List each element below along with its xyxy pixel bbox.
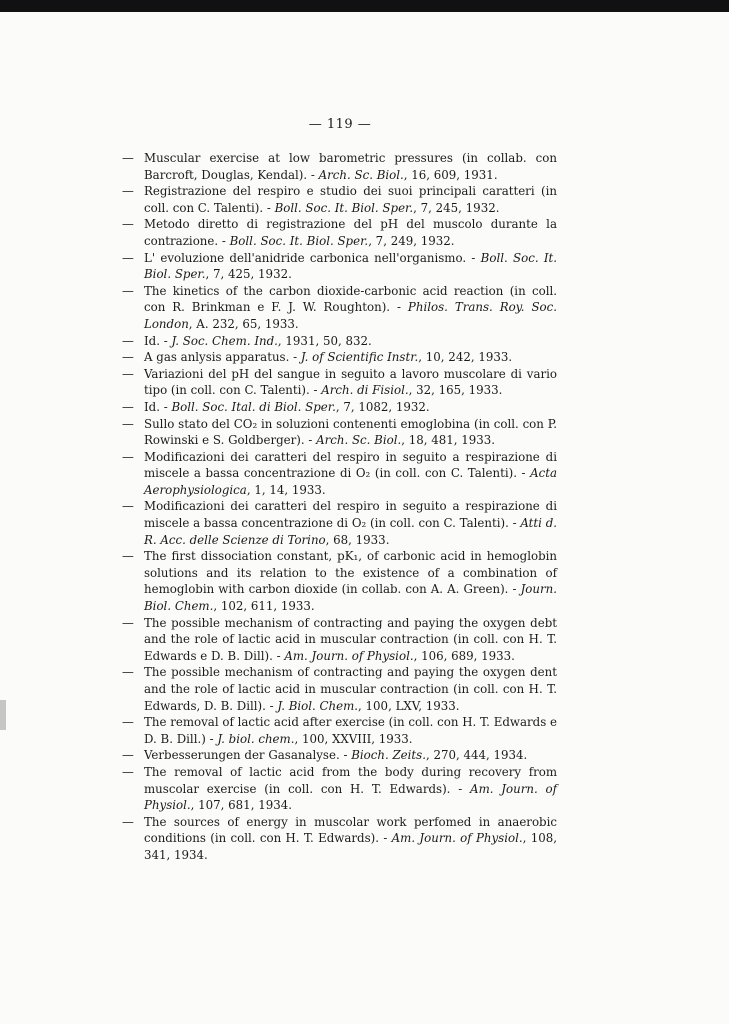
bibliography-entry: — The removal of lactic acid after exercise (in coll. con H. T. Edwards e D. B. Dill.) - J. biol. chem., 100, XXVIII, 1933. [122,715,557,746]
entry-journal: Am. Journ. of Physiol. [284,648,414,663]
entry-journal: Philos. Trans. Roy. Soc. London [144,300,557,331]
entry-journal: J. of Scientific Instr. [300,350,419,365]
entry-text: Id. - [144,333,172,348]
entry-volume: , 100, XXVIII, 1933. [294,731,413,746]
bibliography-entry: — Modificazioni dei caratteri del respiro in seguito a respirazione di miscele a bassa concentrazione di O₂ (in coll. con C. Talenti). - Atti d. R. Acc. delle Scienze di Torino, 68, 1933. [122,499,558,547]
entry-journal: Arch. Sc. Biol. [318,167,404,182]
entry-text: L' evoluzione dell'anidride carbonica nell'organismo. - [144,250,481,265]
bibliography-entry: — Metodo diretto di registrazione del pH del muscolo durante la contrazione. - Boll. Soc. It. Biol. Sper., 7, 249, 1932. [122,217,557,248]
bibliography-entry: — A gas anlysis apparatus. - J. of Scientific Instr., 10, 242, 1933. [122,350,513,365]
entry-volume: , 10, 242, 1933. [418,350,513,365]
bibliography-entry: — L' evoluzione dell'anidride carbonica nell'organismo. - Boll. Soc. It. Biol. Sper., 7, 425, 1932. [122,250,557,282]
bibliography-entry: — Modificazioni dei caratteri del respiro in seguito a respirazione di miscele a bassa concentrazione di O₂ (in coll. con C. Talenti). - Acta Aerophysiologica, 1, 14, 1933. [122,449,557,497]
entry-volume: , A. 232, 65, 1933. [188,316,299,331]
entry-volume: , 1, 14, 1933. [246,482,326,497]
entry-text: Id. - [144,399,172,414]
entry-text: Modificazioni dei caratteri del respiro in seguito a respirazione di miscele a bassa concentrazione di O₂ (in coll. con C. Talenti). - [144,449,557,481]
entry-volume: , 1931, 50, 832. [277,333,372,348]
entry-text: The possible mechanism of contracting and paying the oxygen debt and the role of lactic acid in muscular contraction (in coll. con H. T. Edwards e D. B. Dill). - [144,615,557,663]
entry-text: The removal of lactic acid from the body during recovery from muscolar exercise (in coll. con H. T. Edwards). - [144,764,557,796]
scan-edge-mark [0,700,6,730]
bibliography-entry: — Muscular exercise at low barometric pressures (in collab. con Barcroft, Douglas, Kendal). - Arch. Sc. Biol., 16, 609, 1931. [122,151,557,182]
entry-journal: Am. Journ. of Physiol. [144,781,558,813]
entry-text: The first dissociation constant, pK₁, of carbonic acid in hemoglobin solutions and its relation to the existence of a combination of hemoglobin with carbon dioxide (in collab. con A. A. Green). - [144,549,557,597]
entry-volume: , 108, 341, 1934. [144,831,557,862]
entry-volume: , 107, 681, 1934. [190,798,292,813]
bibliography-entry: — Id. - J. Soc. Chem. Ind., 1931, 50, 832. [122,333,372,348]
entry-volume: , 106, 689, 1933. [413,648,515,663]
entry-journal: Arch. di Fisiol. [321,383,409,398]
entry-volume: , 102, 611, 1933. [213,599,315,614]
bibliography-entry: — The first dissociation constant, pK₁, of carbonic acid in hemoglobin solutions and its relation to the existence of a combination of hemoglobin with carbon dioxide (in collab. con A. A. Green). - Journ. Biol. Chem., 102, 611, 1933. [122,549,557,614]
entry-text: The sources of energy in muscolar work perfomed in anaerobic conditions (in coll. con H. T. Edwards). - [144,814,557,846]
entry-text: Registrazione del respiro e studio dei suoi principali caratteri (in coll. con C. Talenti). - [144,184,557,215]
entry-journal: Atti d. R. Acc. delle Scienze di Torino [144,516,558,547]
bibliography-entry: — Verbesserungen der Gasanalyse. - Bioch. Zeits., 270, 444, 1934. [122,748,528,763]
entry-journal: J. Soc. Chem. Ind. [171,333,278,348]
entry-text: Metodo diretto di registrazione del pH del muscolo durante la contrazione. - [144,217,557,248]
entry-journal: Boll. Soc. It. Biol. Sper. [274,200,414,215]
entry-text: Variazioni del pH del sangue in seguito a lavoro muscolare di vario tipo (in coll. con C. Talenti). - [144,366,557,398]
entry-text: Verbesserungen der Gasanalyse. - [144,748,352,763]
entry-volume: , 18, 481, 1933. [401,433,496,448]
entry-text: The possible mechanism of contracting and paying the oxygen dent and the role of lactic acid in muscular contraction (in coll. con H. T. Edwards, D. B. Dill). - [144,665,557,713]
entry-text: A gas anlysis apparatus. - [144,350,301,365]
entry-text: The kinetics of the carbon dioxide-carbonic acid reaction (in coll. con R. Brinkman e F. J. W. Roughton). - [144,283,557,315]
bibliography-entry: — The possible mechanism of contracting and paying the oxygen debt and the role of lactic acid in muscular contraction (in coll. con H. T. Edwards e D. B. Dill). - Am. Journ. of Physiol., 106, 689, 1933. [122,615,557,663]
entry-journal: Acta Aerophysiologica [144,466,557,497]
entry-journal: J. Biol. Chem. [277,698,359,713]
bibliography-entry: — Sullo stato del CO₂ in soluzioni contenenti emoglobina (in coll. con P. Rowinski e S. Goldberger). - Arch. Sc. Biol., 18, 481, 1933. [122,416,557,448]
bibliography-entry: — The sources of energy in muscolar work perfomed in anaerobic conditions (in coll. con H. T. Edwards). - Am. Journ. of Physiol., 108, 341, 1934. [122,814,557,862]
entry-text: Sullo stato del CO₂ in soluzioni contenenti emoglobina (in coll. con P. Rowinski e S. Goldberger). - [144,416,557,448]
entry-volume: , 16, 609, 1931. [403,167,498,182]
entry-journal: Boll. Soc. It. Biol. Sper. [144,250,557,282]
entry-journal: Am. Journ. of Physiol. [391,831,523,846]
bibliography-entry: — The kinetics of the carbon dioxide-carbonic acid reaction (in coll. con R. Brinkman e F. J. W. Roughton). - Philos. Trans. Roy. Soc. London, A. 232, 65, 1933. [122,283,557,331]
bibliography-entry: — Variazioni del pH del sangue in seguito a lavoro muscolare di vario tipo (in coll. con C. Talenti). - Arch. di Fisiol., 32, 165, 1933. [122,366,557,398]
entry-text: Muscular exercise at low barometric pressures (in collab. con Barcroft, Douglas, Kendal). - [144,151,557,182]
bibliography-list [122,150,557,864]
entry-volume: , 7, 1082, 1932. [335,399,430,414]
entry-volume: , 270, 444, 1934. [425,748,528,763]
entry-text: The removal of lactic acid after exercise (in coll. con H. T. Edwards e D. B. Dill.) - [144,715,557,746]
entry-volume: , 100, LXV, 1933. [358,698,460,713]
entry-journal: Boll. Soc. It. Biol. Sper. [229,233,369,248]
bibliography-entry: — Id. - Boll. Soc. Ital. di Biol. Sper., 7, 1082, 1932. [122,399,430,414]
entry-volume: , 32, 165, 1933. [408,383,503,398]
entry-journal: J. biol. chem. [217,731,295,746]
entry-volume: , 7, 249, 1932. [368,233,455,248]
entry-journal: Arch. Sc. Biol. [316,433,402,448]
entry-text: Modificazioni dei caratteri del respiro in seguito a respirazione di miscele a bassa concentrazione di O₂ (in coll. con C. Talenti). - [144,499,557,531]
entry-journal: Boll. Soc. Ital. di Biol. Sper. [171,399,336,414]
bibliography-entry: — The removal of lactic acid from the body during recovery from muscolar exercise (in coll. con H. T. Edwards). - Am. Journ. of Physiol., 107, 681, 1934. [122,764,558,813]
entry-volume: , 7, 425, 1932. [205,267,292,282]
bibliography-entry: — Registrazione del respiro e studio dei suoi principali caratteri (in coll. con C. Talenti). - Boll. Soc. It. Biol. Sper., 7, 245, 1932. [122,184,557,215]
entry-volume: , 68, 1933. [325,532,390,547]
page-number: — 119 — [308,117,372,132]
entry-journal: Journ. Biol. Chem. [144,582,557,614]
entry-journal: Bioch. Zeits. [351,748,426,763]
bibliography-entry: — The possible mechanism of contracting and paying the oxygen dent and the role of lactic acid in muscular contraction (in coll. con H. T. Edwards, D. B. Dill). - J. Biol. Chem., 100, LXV, 1933. [122,665,557,713]
scan-top-border [0,0,729,12]
entry-volume: , 7, 245, 1932. [413,200,500,215]
